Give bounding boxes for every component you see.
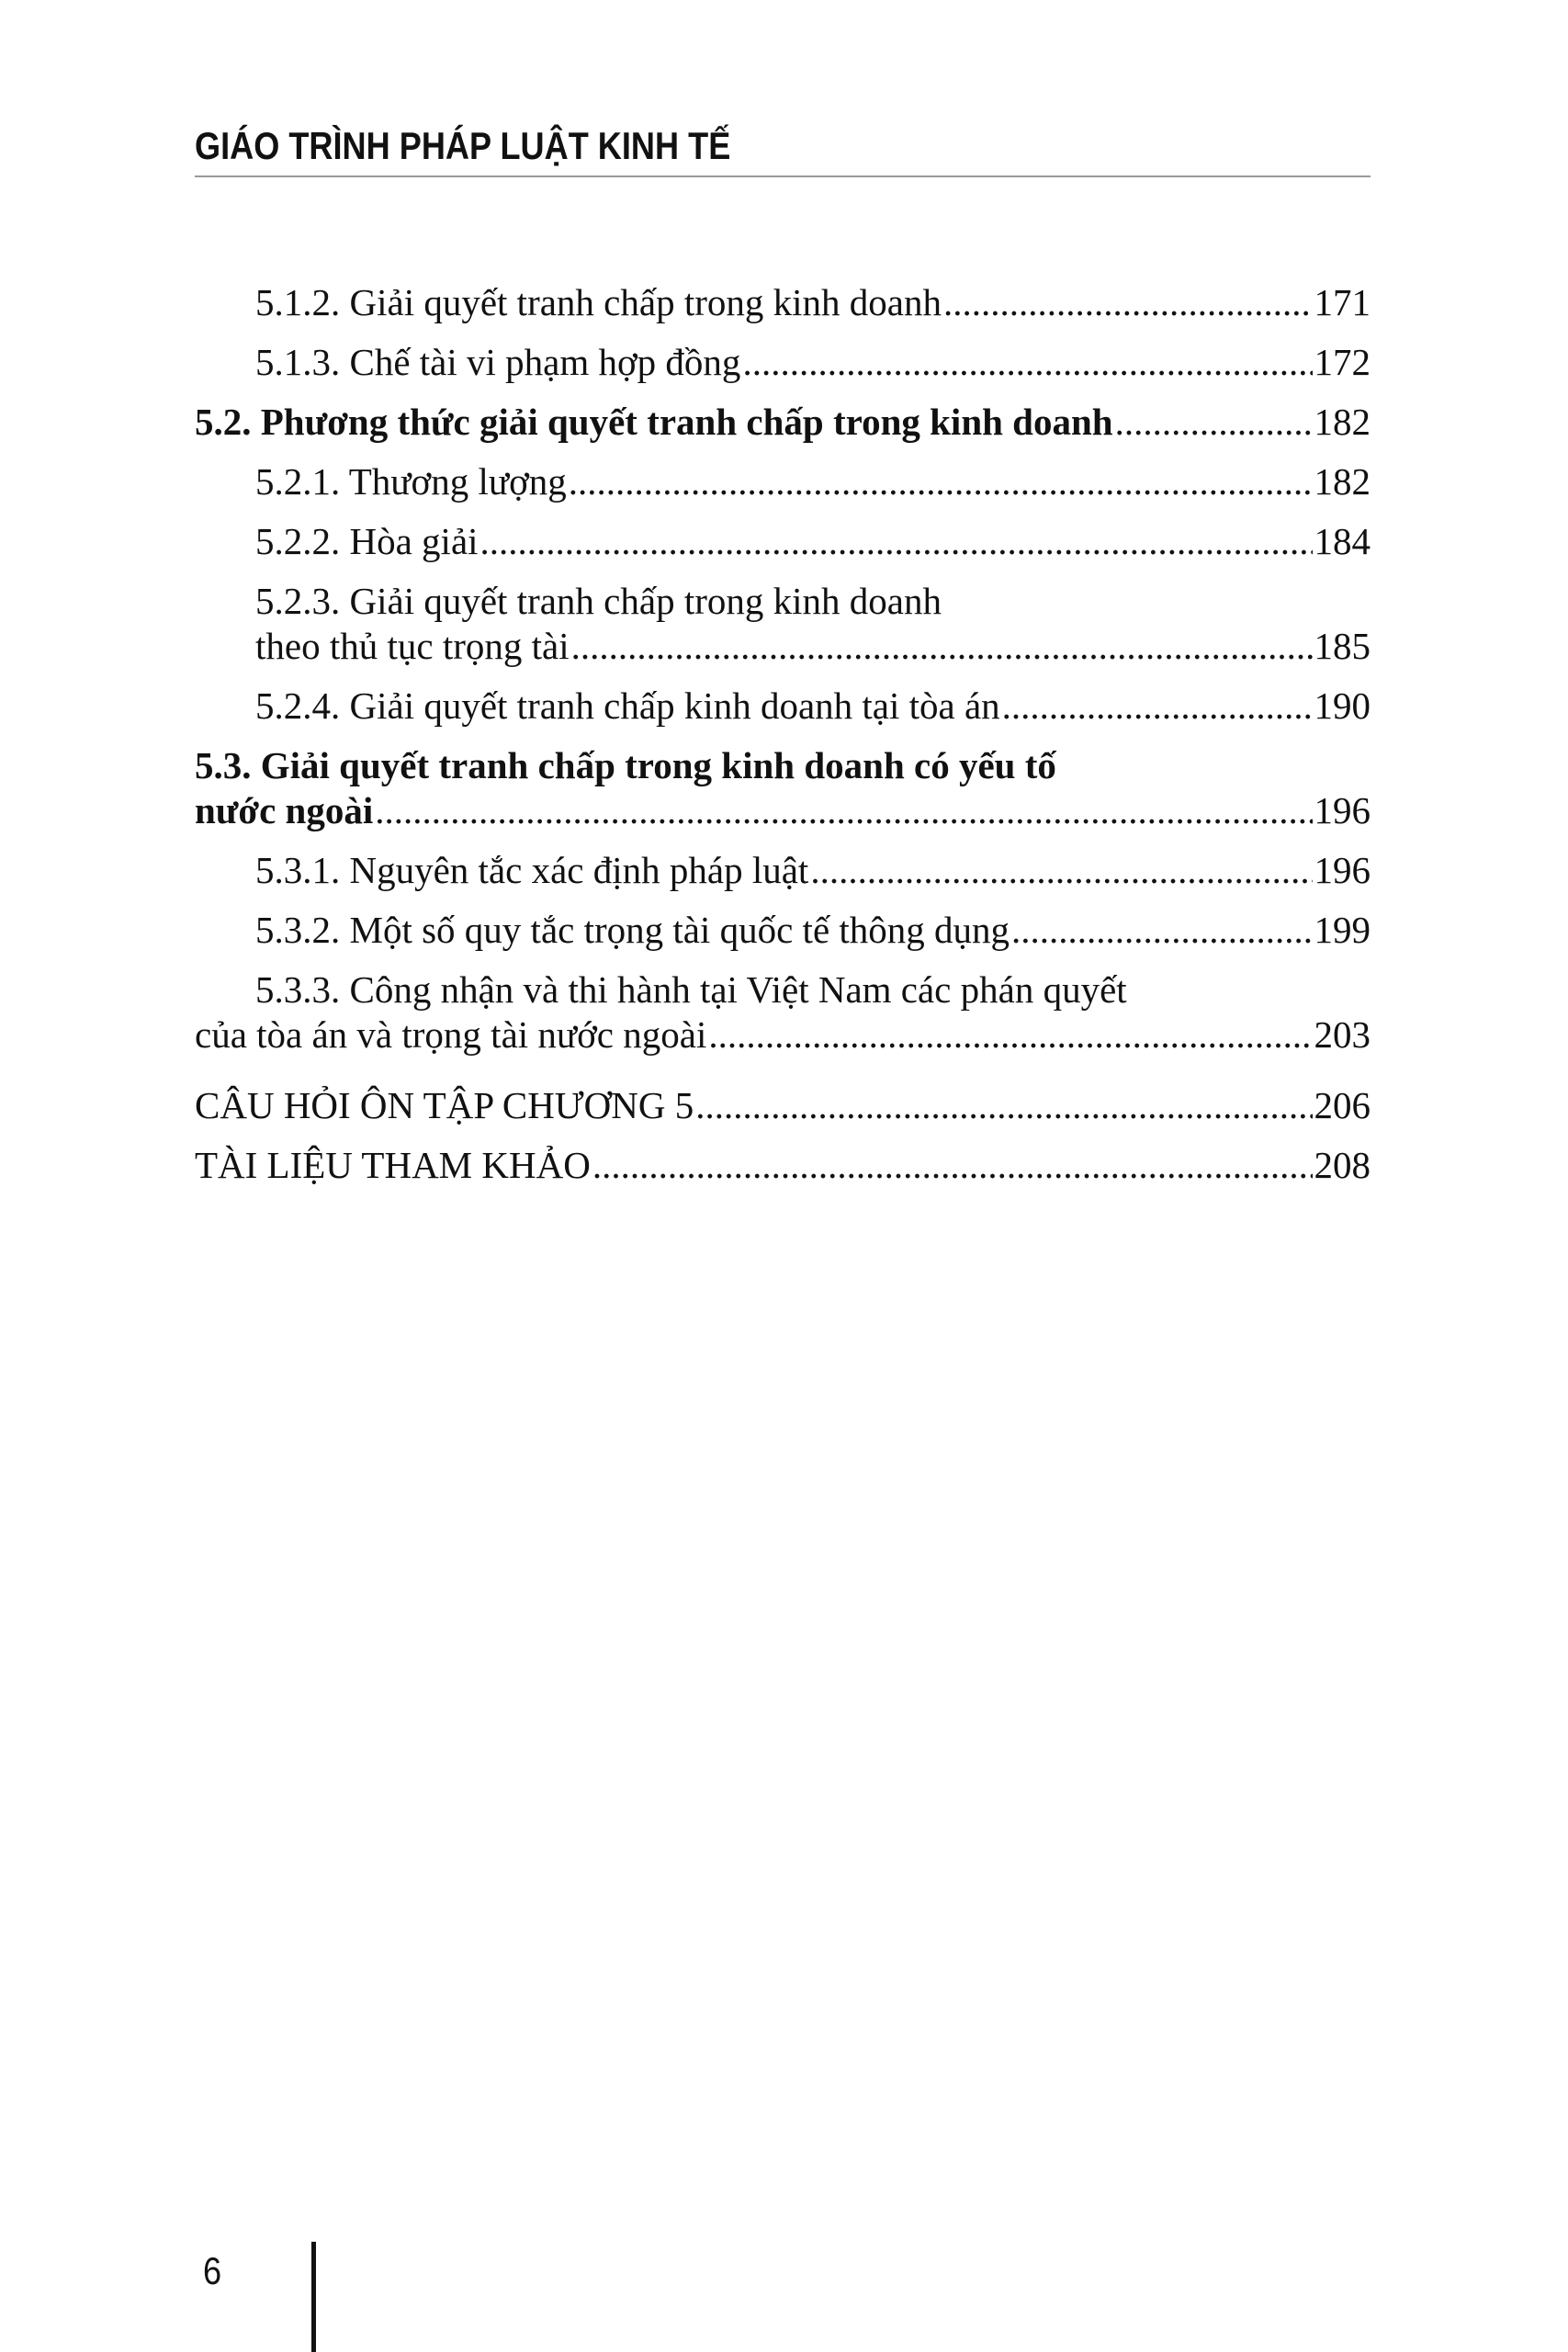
toc-entry-title-line-2: của tòa án và trọng tài nước ngoài [195, 1013, 707, 1056]
dot-leader [943, 280, 1313, 325]
toc-entry-title-line-1: 5.2.3. Giải quyết tranh chấp trong kinh doanh [255, 580, 942, 622]
toc-entry-5-3-1 [195, 848, 1371, 893]
dot-leader [708, 1012, 1312, 1057]
toc-entry-5-3-2 [195, 908, 1371, 953]
dot-leader [592, 1143, 1313, 1188]
toc-entry-5-1-2 [195, 280, 1371, 325]
dot-leader [569, 459, 1313, 504]
toc-page-number: 196 [1314, 789, 1371, 831]
dot-leader [571, 624, 1313, 669]
toc-entry-5-2-3 [195, 579, 1371, 669]
toc-entry-title: 5.3.2. Một số quy tắc trọng tài quốc tế thông dụng [255, 909, 1010, 951]
toc-entry-title: TÀI LIỆU THAM KHẢO [195, 1144, 591, 1186]
toc-entry-title: 5.2.1. Thương lượng [255, 460, 567, 503]
running-header-title: GIÁO TRÌNH PHÁP LUẬT KINH TẾ [195, 124, 731, 167]
dot-leader [375, 788, 1312, 833]
toc-entry-title: CÂU HỎI ÔN TẬP CHƯƠNG 5 [195, 1084, 694, 1126]
dot-leader [480, 519, 1313, 564]
toc-page-number: 206 [1314, 1084, 1371, 1126]
toc-page-number: 203 [1314, 1013, 1371, 1056]
page-number: 6 [203, 2249, 222, 2292]
toc-entry-review-questions [195, 1083, 1371, 1128]
dot-leader [1011, 908, 1312, 953]
toc-entry-title-line-1: 5.3.3. Công nhận và thi hành tại Việt Nam các phán quyết [255, 968, 1127, 1011]
toc-page-number: 182 [1314, 401, 1371, 443]
toc-entry-title: 5.2.2. Hòa giải [255, 520, 479, 562]
toc-page-number: 190 [1314, 684, 1371, 727]
toc-page-number: 185 [1314, 625, 1371, 667]
toc-entry-5-3 [195, 743, 1371, 833]
toc-entry-5-2-1 [195, 459, 1371, 504]
toc-entry-title: 5.2. Phương thức giải quyết tranh chấp trong kinh doanh [195, 401, 1113, 443]
toc-entry-5-1-3 [195, 340, 1371, 385]
toc-entry-5-3-3 [195, 967, 1371, 1057]
toc-page-number: 196 [1314, 849, 1371, 891]
dot-leader [695, 1083, 1312, 1128]
toc-entry-title-line-1: 5.3. Giải quyết tranh chấp trong kinh doanh có yếu tố [195, 744, 1056, 786]
dot-leader [1002, 684, 1313, 729]
toc-entry-title-line-2: nước ngoài [195, 789, 374, 831]
toc-entry-5-2-4 [195, 684, 1371, 729]
toc-entry-title: 5.2.4. Giải quyết tranh chấp kinh doanh tại tòa án [255, 684, 1000, 727]
footer-rule [311, 2242, 316, 2352]
dot-leader [1115, 400, 1313, 445]
toc-entry-title: 5.3.1. Nguyên tắc xác định pháp luật [255, 849, 809, 891]
toc-page-number: 172 [1314, 341, 1371, 383]
toc-entry-title: 5.1.2. Giải quyết tranh chấp trong kinh doanh [255, 281, 942, 323]
table-of-contents [195, 280, 1371, 1203]
toc-entry-5-2 [195, 400, 1371, 445]
toc-entry-references [195, 1143, 1371, 1188]
toc-entry-title: 5.1.3. Chế tài vi phạm hợp đồng [255, 341, 741, 383]
toc-page-number: 199 [1314, 909, 1371, 951]
dot-leader [742, 340, 1312, 385]
header-rule [195, 175, 1371, 177]
toc-entry-5-2-2 [195, 519, 1371, 564]
toc-entry-title-line-2: theo thủ tục trọng tài [255, 625, 570, 667]
toc-page-number: 208 [1314, 1144, 1371, 1186]
toc-page-number: 184 [1314, 520, 1371, 562]
toc-page-number: 182 [1314, 460, 1371, 503]
dot-leader [810, 848, 1312, 893]
toc-page-number: 171 [1314, 281, 1371, 323]
